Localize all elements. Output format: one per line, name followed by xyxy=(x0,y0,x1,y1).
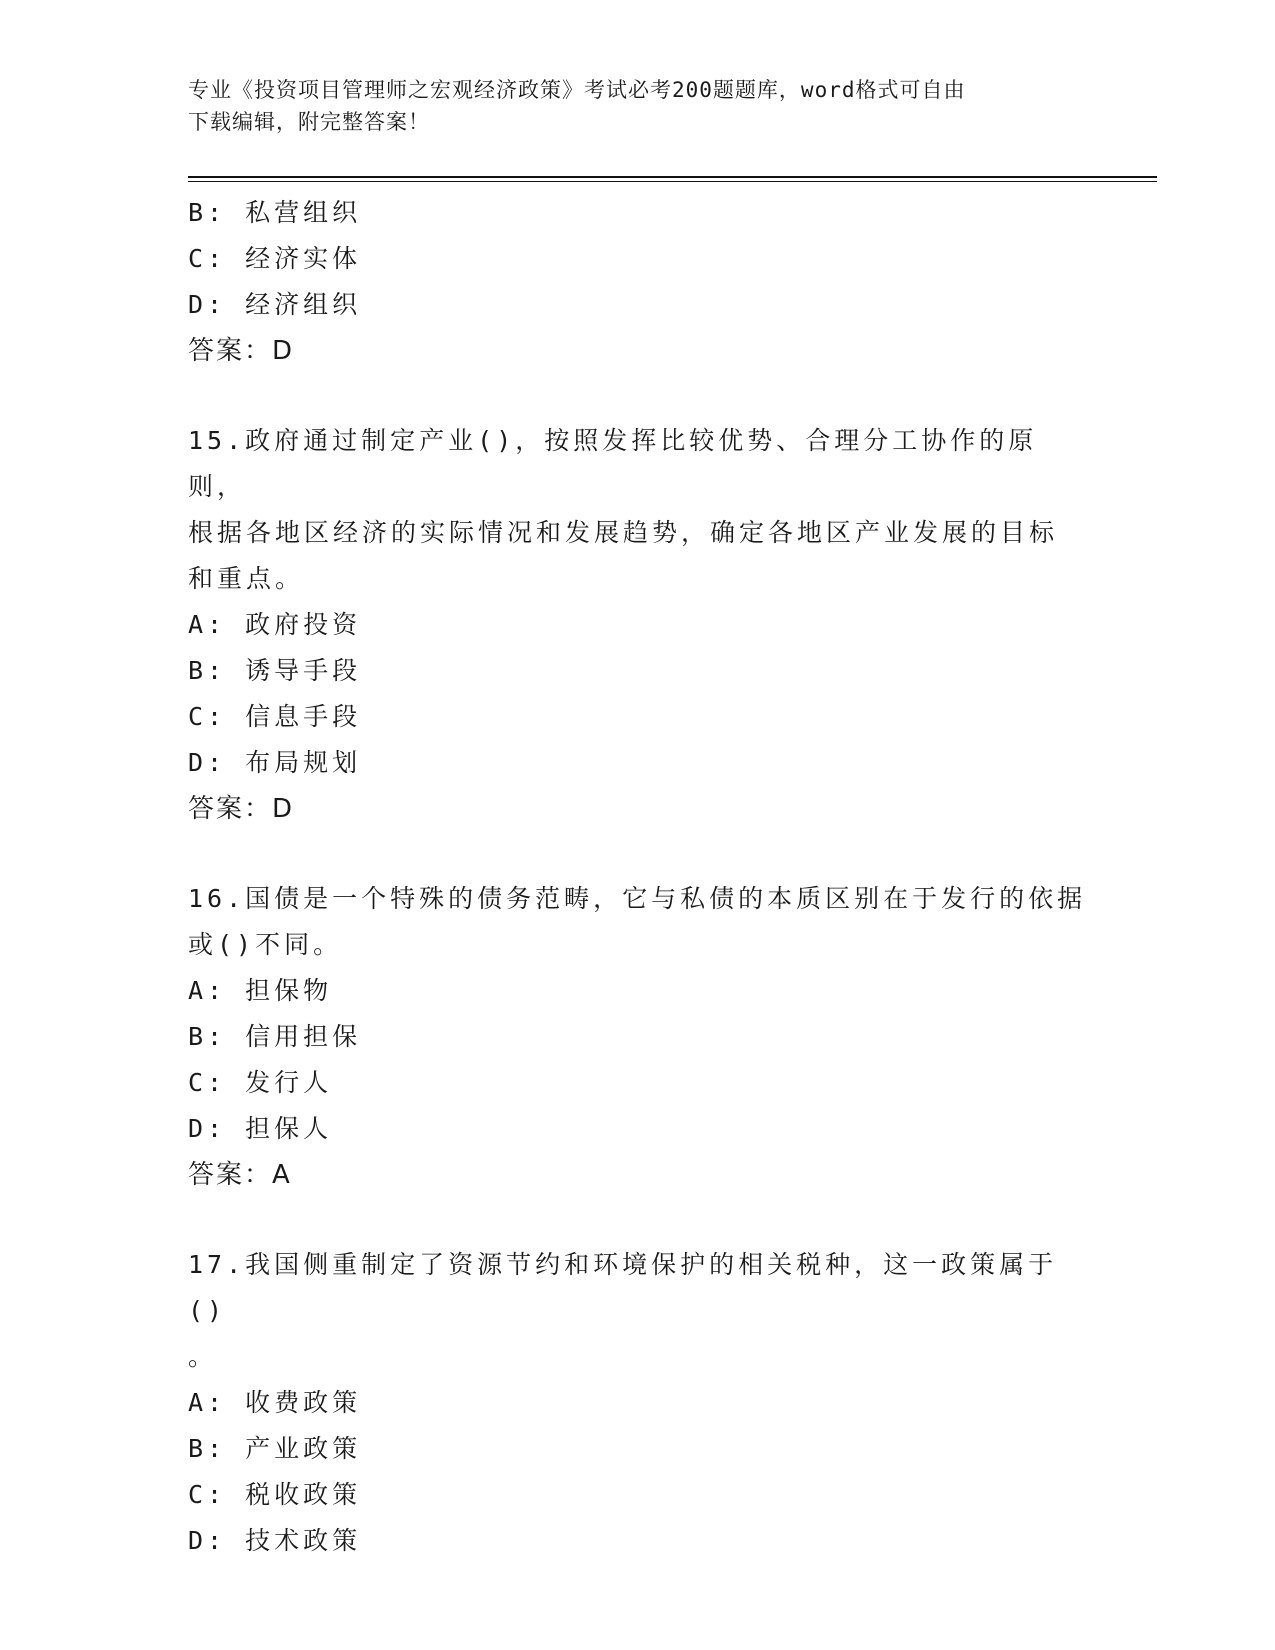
document-header xyxy=(188,74,1068,138)
question-content xyxy=(188,190,1088,1564)
question-text-line: 或()不同。 xyxy=(188,930,343,959)
option-d: D: 技术政策 xyxy=(188,1526,362,1555)
header-divider-thin xyxy=(188,181,1157,182)
option-a: A: 收费政策 xyxy=(188,1388,362,1417)
question-text-line: 。 xyxy=(188,1342,218,1371)
question-16-block xyxy=(188,876,1088,1198)
header-intro-line-1: 专业《投资项目管理师之宏观经济政策》考试必考200题题库，word格式可自由 xyxy=(188,78,966,102)
option-d: D: 布局规划 xyxy=(188,748,362,777)
answer-line: 答案：A xyxy=(188,1160,292,1190)
option-a: A: 担保物 xyxy=(188,976,333,1005)
option-c: C: 信息手段 xyxy=(188,702,362,731)
question-spacer xyxy=(188,1198,1088,1242)
question-14-block xyxy=(188,190,1088,374)
answer-line: 答案：D xyxy=(188,794,295,824)
option-b: B: 产业政策 xyxy=(188,1434,362,1463)
question-spacer xyxy=(188,832,1088,876)
question-text-line: 17.我国侧重制定了资源节约和环境保护的相关税种，这一政策属于() xyxy=(188,1250,1058,1325)
option-b: B: 信用担保 xyxy=(188,1022,362,1051)
option-b: B: 私营组织 xyxy=(188,198,362,227)
question-15-block xyxy=(188,418,1088,832)
question-spacer xyxy=(188,374,1088,418)
question-text-line: 15.政府通过制定产业()，按照发挥比较优势、合理分工协作的原则， xyxy=(188,426,1038,501)
question-text-line: 16.国债是一个特殊的债务范畴，它与私债的本质区别在于发行的依据 xyxy=(188,884,1087,913)
option-c: C: 发行人 xyxy=(188,1068,333,1097)
option-c: C: 经济实体 xyxy=(188,244,362,273)
answer-line: 答案：D xyxy=(188,336,295,366)
question-text-line: 和重点。 xyxy=(188,564,305,593)
option-d: D: 担保人 xyxy=(188,1114,333,1143)
header-intro-line-2: 下载编辑，附完整答案！ xyxy=(188,110,430,134)
question-17-block xyxy=(188,1242,1088,1564)
option-c: C: 税收政策 xyxy=(188,1480,362,1509)
option-b: B: 诱导手段 xyxy=(188,656,362,685)
option-d: D: 经济组织 xyxy=(188,290,362,319)
question-text-line: 根据各地区经济的实际情况和发展趋势，确定各地区产业发展的目标 xyxy=(188,518,1059,547)
option-a: A: 政府投资 xyxy=(188,610,362,639)
header-divider-thick xyxy=(188,176,1157,178)
